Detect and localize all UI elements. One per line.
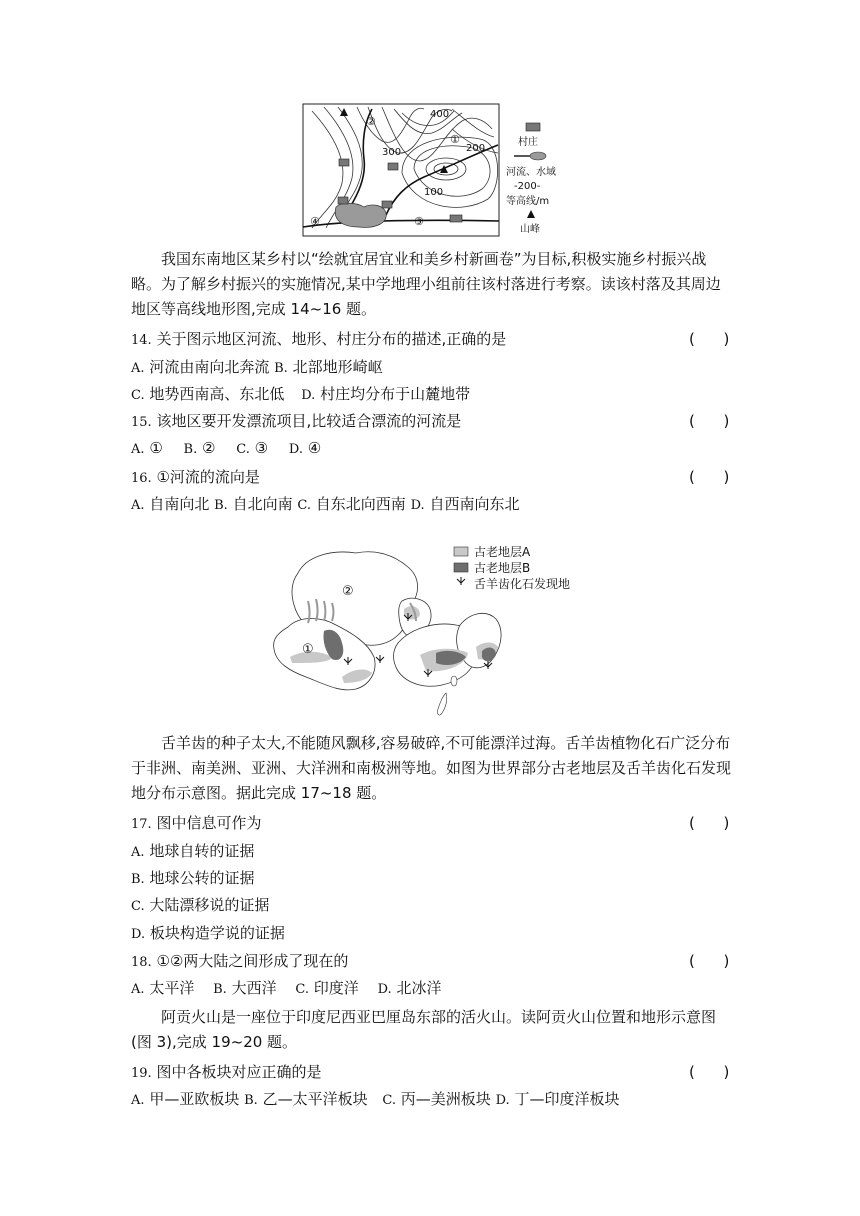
- option-text: 乙—太平洋板块: [262, 1090, 368, 1108]
- option-letter: A.: [131, 361, 145, 376]
- gondwana-legend: [454, 544, 570, 591]
- intro3-line-2: (图 3),完成 19~20 题。: [131, 1033, 298, 1051]
- option-letter: B.: [131, 872, 145, 887]
- option-text: 丙—美洲板块: [400, 1090, 491, 1108]
- legend-stratum-a: 古老地层A: [474, 545, 531, 559]
- option-text: 印度洋: [313, 979, 359, 997]
- option-letter: C.: [382, 1093, 396, 1108]
- gondwana-map-figure: [270, 543, 600, 723]
- q14-options-row-1: [131, 357, 383, 379]
- option-text: 太平洋: [149, 979, 195, 997]
- q15-options-row: [131, 438, 321, 460]
- option-text: ④: [307, 439, 322, 457]
- q17-option-d: [131, 923, 285, 945]
- q18-options-row: [131, 978, 441, 1000]
- q16-options-row: [131, 494, 519, 516]
- option-letter: A.: [131, 498, 145, 513]
- question-15: [131, 411, 461, 433]
- question-number: 14.: [131, 333, 152, 348]
- question-stem: ①②两大陆之间形成了现在的: [156, 952, 349, 970]
- option-letter: B.: [274, 361, 288, 376]
- option-text: 河流由南向北奔流: [149, 358, 270, 376]
- legend-river-water: 河流、水域: [506, 167, 556, 178]
- intro1-line-2: 略。为了解乡村振兴的实施情况,某中学地理小组前往该村落进行考察。读该村落及其周边: [131, 275, 721, 293]
- option-text: 地球自转的证据: [149, 842, 255, 860]
- answer-bracket: ( ): [689, 468, 730, 486]
- option-letter: D.: [410, 498, 425, 513]
- option-text: 北冰洋: [396, 979, 442, 997]
- continent-label-1: ①: [302, 642, 314, 657]
- question-14: [131, 329, 506, 351]
- option-text: 村庄均分布于山麓地带: [320, 385, 471, 403]
- option-letter: C.: [236, 442, 250, 457]
- river-label-4: ④: [310, 215, 320, 228]
- question-stem: 图中信息可作为: [156, 814, 262, 832]
- q17-option-a: [131, 841, 254, 863]
- q14-options-row-2: [131, 384, 470, 406]
- option-letter: C.: [295, 982, 309, 997]
- question-16: [131, 467, 260, 489]
- option-letter: D.: [288, 442, 303, 457]
- legend-fossil-site: 舌羊齿化石发现地: [474, 577, 571, 591]
- answer-bracket: ( ): [689, 412, 730, 430]
- intro1-line-3: 地区等高线地形图,完成 14~16 题。: [131, 300, 377, 318]
- option-text: 地球公转的证据: [149, 869, 255, 887]
- question-number: 19.: [131, 1066, 152, 1081]
- contour-label-300: 300: [382, 147, 402, 158]
- river-label-3: ③: [414, 215, 424, 228]
- question-19: [131, 1062, 321, 1084]
- option-letter: A.: [131, 1093, 145, 1108]
- option-text: 自北向南: [232, 495, 293, 513]
- answer-bracket: ( ): [689, 952, 730, 970]
- question-stem: 图中各板块对应正确的是: [156, 1063, 322, 1081]
- answer-bracket: ( ): [689, 1063, 730, 1081]
- answer-bracket: ( ): [689, 814, 730, 832]
- question-stem: 该地区要开发漂流项目,比较适合漂流的河流是: [156, 412, 462, 430]
- option-letter: D.: [131, 927, 146, 942]
- option-text: 北部地形崎岖: [292, 358, 383, 376]
- intro2-line-3: 地分布示意图。据此完成 17~18 题。: [131, 784, 387, 802]
- intro3-line-1: 阿贡火山是一座位于印度尼西亚巴厘岛东部的活火山。读阿贡火山位置和地形示意图: [161, 1008, 717, 1026]
- option-text: 地势西南高、东北低: [149, 385, 285, 403]
- option-letter: C.: [131, 388, 145, 403]
- legend-peak: 山峰: [520, 224, 540, 235]
- option-letter: D.: [377, 982, 392, 997]
- legend-stratum-b: 古老地层B: [474, 561, 531, 575]
- intro1-line-1: 我国东南地区某乡村以“绘就宜居宜业和美乡村新画卷”为目标,积极实施乡村振兴战: [161, 250, 707, 268]
- option-letter: D.: [301, 388, 316, 403]
- legend-village: 村庄: [518, 137, 538, 148]
- option-letter: B.: [214, 498, 228, 513]
- q17-option-b: [131, 868, 254, 890]
- option-text: ②: [202, 439, 216, 457]
- contour-map-legend: [506, 123, 556, 235]
- legend-contour-sample: -200-: [514, 181, 541, 192]
- contour-label-400: 400: [430, 109, 450, 120]
- option-letter: A.: [131, 442, 145, 457]
- option-letter: A.: [131, 845, 145, 860]
- option-text: ①: [149, 439, 163, 457]
- intro2-line-1: 舌羊齿的种子太大,不能随风飘移,容易破碎,不可能漂洋过海。舌羊齿植物化石广泛分布: [161, 734, 731, 752]
- option-letter: D.: [495, 1093, 510, 1108]
- option-text: 自南向北: [149, 495, 210, 513]
- answer-bracket: ( ): [689, 330, 730, 348]
- option-letter: B.: [183, 442, 198, 457]
- option-text: 自东北向西南: [315, 495, 406, 513]
- q17-option-c: [131, 895, 269, 917]
- contour-label-100: 100: [424, 187, 444, 198]
- option-letter: C.: [131, 899, 145, 914]
- q19-options-row: [131, 1089, 619, 1111]
- question-number: 17.: [131, 817, 152, 832]
- contour-map-figure: [302, 103, 564, 239]
- question-number: 16.: [131, 471, 152, 486]
- question-18: [131, 951, 348, 973]
- option-text: ③: [254, 439, 269, 457]
- intro2-line-2: 于非洲、南美洲、亚洲、大洋洲和南极洲等地。如图为世界部分古老地层及舌羊齿化石发现: [131, 759, 732, 777]
- option-letter: C.: [297, 498, 311, 513]
- river-label-2: ②: [366, 115, 376, 128]
- river-label-1: ①: [450, 133, 460, 146]
- question-number: 15.: [131, 415, 152, 430]
- option-text: 自西南向东北: [429, 495, 520, 513]
- option-text: 大陆漂移说的证据: [149, 896, 270, 914]
- option-text: 板块构造学说的证据: [149, 924, 285, 942]
- option-text: 甲—亚欧板块: [149, 1090, 240, 1108]
- contour-label-200: 200: [466, 143, 486, 154]
- option-letter: B.: [213, 982, 227, 997]
- question-stem: ①河流的流向是: [156, 468, 260, 486]
- question-number: 18.: [131, 955, 152, 970]
- option-letter: B.: [244, 1093, 258, 1108]
- continent-label-2: ②: [342, 584, 354, 599]
- option-text: 大西洋: [231, 979, 277, 997]
- legend-contour: 等高线/m: [506, 196, 550, 207]
- question-17: [131, 813, 261, 835]
- option-letter: A.: [131, 982, 145, 997]
- option-text: 丁—印度洋板块: [514, 1090, 620, 1108]
- question-stem: 关于图示地区河流、地形、村庄分布的描述,正确的是: [156, 330, 507, 348]
